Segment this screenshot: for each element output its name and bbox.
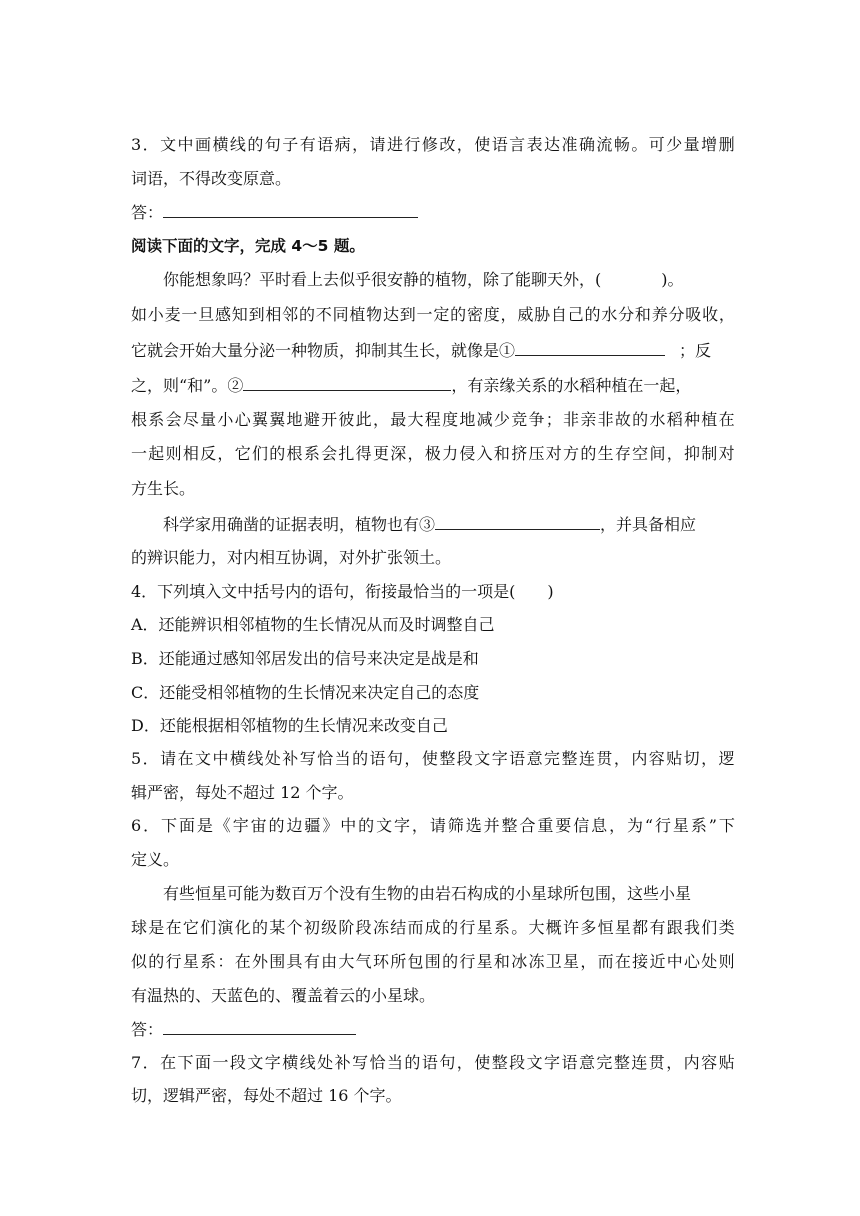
q3-line-2: 词语，不得改变原意。: [131, 169, 292, 188]
passage1-line-4-text: 之，则“和”。②: [131, 376, 244, 395]
passage1-line-2: 如 小 麦 一 旦 感 知 到 相 邻 的 不 同 植 物 达 到 一 定 的 密 度 ， 威 胁 自 己 的 水 分 和 养 分 吸 收 ，: [131, 305, 735, 324]
q6-passage-line-3: 似 的 行 星 系 ： 在 外 围 具 有 由 大 气 环 所 包 围 的 行 星 和 冰 冻 卫 星 ， 而 在 接 近 中 心 处 则: [131, 952, 735, 971]
q4-stem: 4．下列填入文中括号内的语句，衔接最恰当的一项是( ): [131, 582, 554, 601]
passage2-line-1-end: ，并具备相应: [600, 515, 697, 534]
passage1-line-4-end: ，有亲缘关系的水稻种植在一起，: [451, 376, 692, 395]
passage1-line-3: [131, 339, 711, 362]
q6-answer-blank[interactable]: [163, 1018, 356, 1035]
passage1-line-6: 一 起 则 相 反 ， 它 们 的 根 系 会 扎 得 更 深 ， 极 力 侵 入 和 挤 压 对 方 的 生 存 空 间 ， 抑 制 对: [131, 444, 735, 463]
q3-answer-label: 答：: [131, 203, 164, 222]
q3-answer-row: [131, 201, 418, 224]
q3-answer-blank[interactable]: [163, 201, 418, 218]
q6-answer-label: 答：: [131, 1020, 164, 1039]
q4-option-d[interactable]: D．还能根据相邻植物的生长情况来改变自己: [131, 716, 448, 735]
q6-line-2: 定义。: [131, 850, 180, 869]
passage1-line-1-end: )。: [661, 270, 684, 289]
passage1-line-4: [131, 374, 691, 397]
passage2-line-1: [163, 513, 696, 536]
blank-2[interactable]: [243, 374, 451, 391]
q5-line-1: 5 ． 请 在 文 中 横 线 处 补 写 恰 当 的 语 句 ， 使 整 段 文 字 语 意 完 整 连 贯 ， 内 容 贴 切 ， 逻: [131, 749, 735, 768]
passage1-line-5: 根 系 会 尽 量 小 心 翼 翼 地 避 开 彼 此 ， 最 大 程 度 地 减 少 竞 争 ； 非 亲 非 故 的 水 稻 种 植 在: [131, 410, 735, 429]
blank-1[interactable]: [515, 339, 665, 356]
passage1-line-1-text: 你能想象吗？平时看上去似乎很安静的植物，除了能聊天外，(: [163, 270, 602, 289]
q3-line-1: 3 ． 文 中 画 横 线 的 句 子 有 语 病 ， 请 进 行 修 改 ， 使 语 言 表 达 准 确 流 畅 。 可 少 量 增 删: [131, 135, 735, 154]
q6-passage-line-1: 有些恒星可能为数百万个没有生物的由岩石构成的小星球所包围，这些小星: [163, 884, 692, 903]
blank-3[interactable]: [435, 513, 600, 530]
q4-option-c[interactable]: C．还能受相邻植物的生长情况来决定自己的态度: [131, 683, 480, 702]
q5-line-2: 辑严密，每处不超过 12 个字。: [131, 783, 354, 802]
passage1-line-7: 方生长。: [131, 479, 196, 498]
q6-passage-line-4: 有温热的、天蓝色的、覆盖着云的小星球。: [131, 986, 436, 1005]
passage1-line-1: [163, 269, 684, 291]
q7-line-2: 切，逻辑严密，每处不超过 16 个字。: [131, 1086, 402, 1105]
q6-passage-line-2: 球 是 在 它 们 演 化 的 某 个 初 级 阶 段 冻 结 而 成 的 行 星 系 。 大 概 许 多 恒 星 都 有 跟 我 们 类: [131, 918, 735, 937]
q6-answer-row: [131, 1018, 356, 1041]
passage2-line-2: 的辨识能力，对内相互协调，对外扩张领土。: [131, 548, 452, 567]
q7-line-1: 7 ． 在 下 面 一 段 文 字 横 线 处 补 写 恰 当 的 语 句 ， 使 整 段 文 字 语 意 完 整 连 贯 ， 内 容 贴: [131, 1053, 735, 1072]
passage1-line-3-end: ；反: [679, 341, 712, 360]
q4-option-a[interactable]: A．还能辨识相邻植物的生长情况从而及时调整自己: [131, 615, 495, 634]
passage1-line-3-text: 它就会开始大量分泌一种物质，抑制其生长，就像是①: [131, 341, 516, 360]
passage2-line-1-text: 科学家用确凿的证据表明，植物也有③: [163, 515, 436, 534]
section-title: 阅读下面的文字，完成 4～5 题。: [131, 237, 365, 255]
q4-option-b[interactable]: B．还能通过感知邻居发出的信号来决定是战是和: [131, 649, 479, 668]
q6-line-1: 6 ． 下 面 是 《 宇 宙 的 边 疆 》 中 的 文 字 ， 请 筛 选 并 整 合 重 要 信 息 ， 为 “ 行 星 系 ” 下: [131, 816, 735, 835]
